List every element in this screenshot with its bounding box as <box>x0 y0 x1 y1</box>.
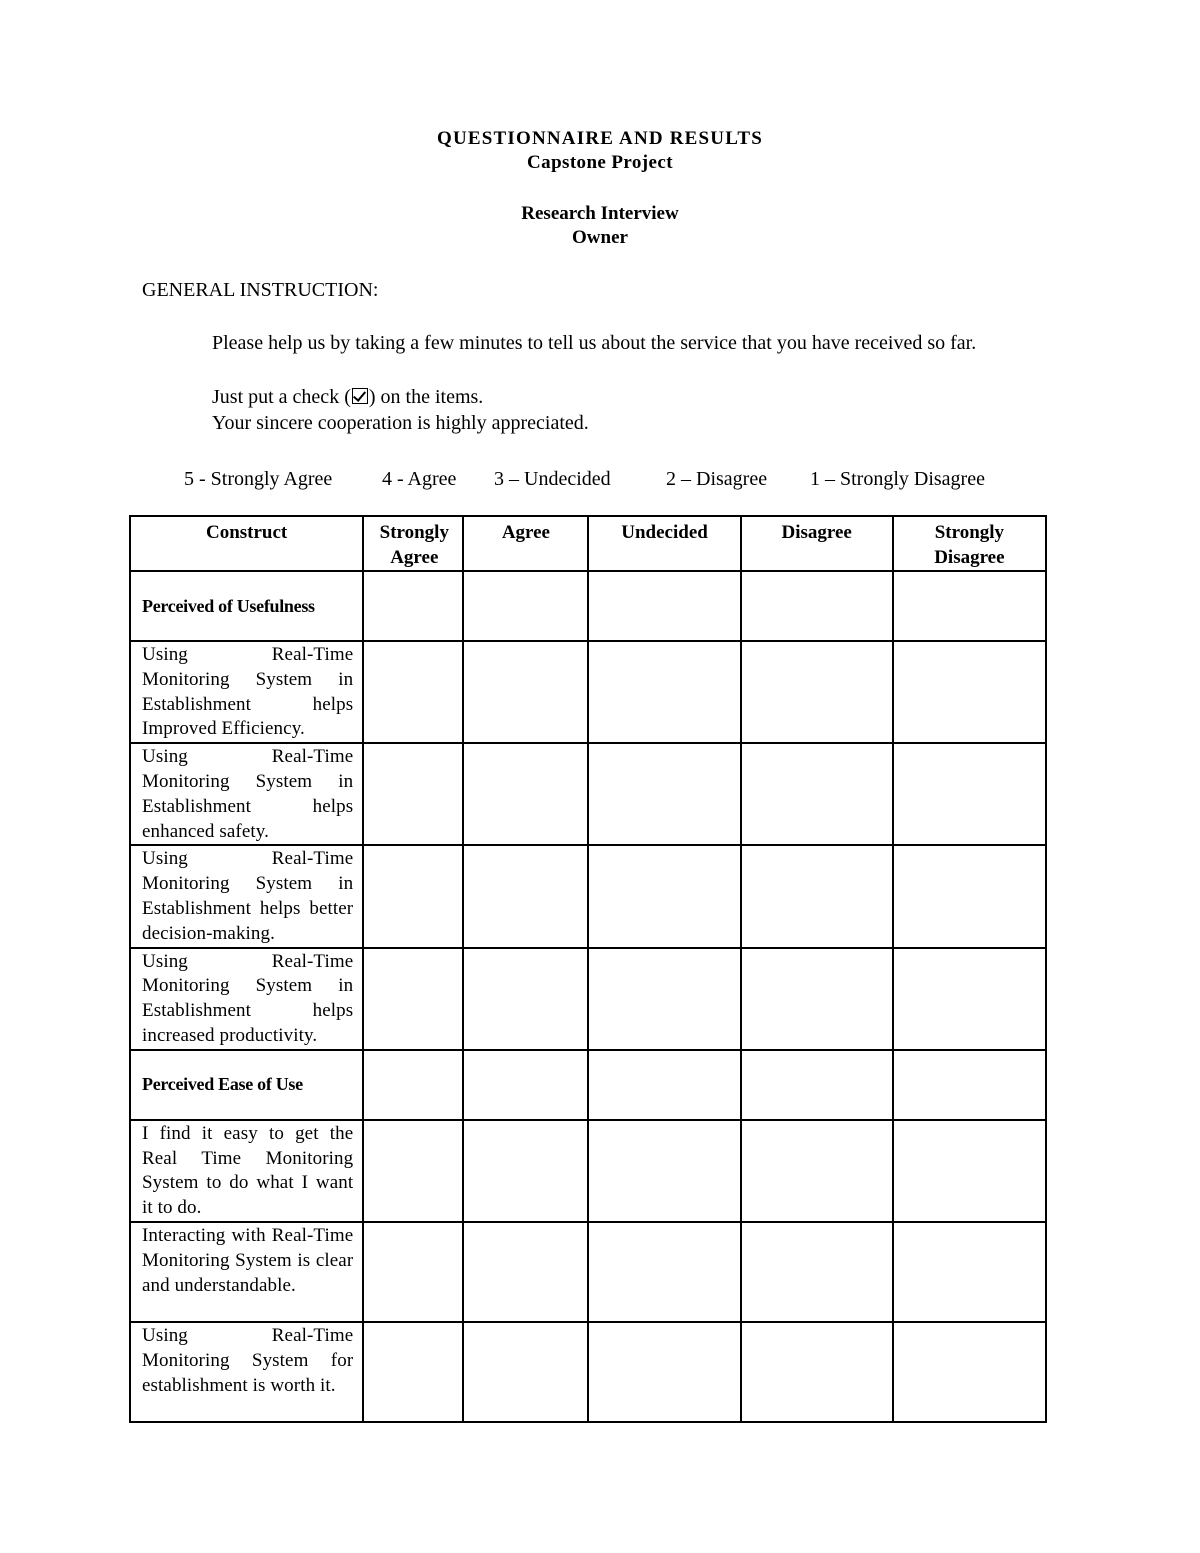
table-row <box>130 1222 1046 1322</box>
response-cell-undecided[interactable] <box>588 1222 740 1322</box>
instruction-paragraph-3: Your sincere cooperation is highly appreciated. <box>212 412 589 434</box>
header-strongly-agree: Strongly Agree <box>363 516 463 571</box>
response-cell-agree[interactable] <box>463 948 588 1050</box>
table-row <box>130 845 1046 947</box>
response-cell-disagree[interactable] <box>741 948 893 1050</box>
section-empty-cell <box>463 1050 588 1120</box>
response-cell-agree[interactable] <box>463 845 588 947</box>
scale-3-label: 3 – Undecided <box>494 468 611 490</box>
instruction-paragraph-1: Please help us by taking a few minutes to tell us about the service that you have received so far. <box>212 332 977 354</box>
response-cell-disagree[interactable] <box>741 743 893 845</box>
header-disagree: Disagree <box>741 516 893 571</box>
scale-4-label: 4 - Agree <box>382 468 457 490</box>
instruction-heading: GENERAL INSTRUCTION: <box>142 279 379 301</box>
response-cell-strongly-agree[interactable] <box>363 641 463 743</box>
section-row <box>130 1050 1046 1120</box>
construct-statement: Using Real-Time Monitoring System in Establishment helps enhanced safety. <box>130 743 363 845</box>
response-cell-strongly-disagree[interactable] <box>893 641 1046 743</box>
response-cell-strongly-disagree[interactable] <box>893 1222 1046 1322</box>
table-row <box>130 743 1046 845</box>
construct-statement: Interacting with Real-Time Monitoring System is clear and understandable. <box>130 1222 363 1322</box>
response-cell-strongly-disagree[interactable] <box>893 1120 1046 1222</box>
section-empty-cell <box>363 571 463 641</box>
response-cell-strongly-agree[interactable] <box>363 948 463 1050</box>
interview-title: Research Interview <box>521 203 679 224</box>
construct-statement: Using Real-Time Monitoring System in Establishment helps Improved Efficiency. <box>130 641 363 743</box>
response-cell-agree[interactable] <box>463 641 588 743</box>
response-cell-agree[interactable] <box>463 1222 588 1322</box>
section-row <box>130 571 1046 641</box>
response-cell-disagree[interactable] <box>741 845 893 947</box>
instruction-check-text-before: Just put a check ( <box>212 386 351 408</box>
respondent-label: Owner <box>572 227 628 248</box>
construct-statement: Using Real-Time Monitoring System in Establishment helps increased productivity. <box>130 948 363 1050</box>
instruction-check-text-after: ) on the items. <box>368 386 484 408</box>
scale-2-label: 2 – Disagree <box>666 468 768 490</box>
section-empty-cell <box>893 1050 1046 1120</box>
construct-statement: Using Real-Time Monitoring System for establishment is worth it. <box>130 1322 363 1422</box>
response-cell-agree[interactable] <box>463 1120 588 1222</box>
document-title: QUESTIONNAIRE AND RESULTS <box>436 128 763 149</box>
response-cell-strongly-disagree[interactable] <box>893 948 1046 1050</box>
instruction-paragraph-2 <box>212 384 1048 410</box>
construct-statement: I find it easy to get the Real Time Monitoring System to do what I want it to do. <box>130 1120 363 1222</box>
response-cell-strongly-disagree[interactable] <box>893 1322 1046 1422</box>
survey-table <box>129 515 1047 1423</box>
table-row <box>130 1120 1046 1222</box>
response-cell-disagree[interactable] <box>741 1222 893 1322</box>
section-title: Perceived Ease of Use <box>130 1050 363 1120</box>
header-agree: Agree <box>463 516 588 571</box>
rating-scale-legend <box>184 466 985 492</box>
response-cell-strongly-agree[interactable] <box>363 743 463 845</box>
response-cell-undecided[interactable] <box>588 1322 740 1422</box>
response-cell-strongly-disagree[interactable] <box>893 845 1046 947</box>
response-cell-undecided[interactable] <box>588 743 740 845</box>
table-row <box>130 948 1046 1050</box>
section-empty-cell <box>463 571 588 641</box>
table-header-row <box>130 516 1046 571</box>
section-empty-cell <box>893 571 1046 641</box>
header-undecided: Undecided <box>588 516 740 571</box>
construct-statement: Using Real-Time Monitoring System in Establishment helps better decision-making. <box>130 845 363 947</box>
response-cell-agree[interactable] <box>463 1322 588 1422</box>
header-construct: Construct <box>130 516 363 571</box>
response-cell-undecided[interactable] <box>588 845 740 947</box>
response-cell-strongly-agree[interactable] <box>363 1222 463 1322</box>
response-cell-undecided[interactable] <box>588 1120 740 1222</box>
response-cell-strongly-disagree[interactable] <box>893 743 1046 845</box>
response-cell-disagree[interactable] <box>741 1322 893 1422</box>
section-empty-cell <box>741 1050 893 1120</box>
section-empty-cell <box>741 571 893 641</box>
response-cell-undecided[interactable] <box>588 948 740 1050</box>
checkbox-checked-icon <box>352 388 368 404</box>
response-cell-strongly-agree[interactable] <box>363 1120 463 1222</box>
response-cell-undecided[interactable] <box>588 641 740 743</box>
header-strongly-disagree: Strongly Disagree <box>893 516 1046 571</box>
survey-body <box>130 571 1046 1422</box>
response-cell-disagree[interactable] <box>741 1120 893 1222</box>
table-row <box>130 1322 1046 1422</box>
section-empty-cell <box>588 1050 740 1120</box>
response-cell-agree[interactable] <box>463 743 588 845</box>
response-cell-strongly-agree[interactable] <box>363 1322 463 1422</box>
scale-5-label: 5 - Strongly Agree <box>184 468 333 490</box>
section-empty-cell <box>363 1050 463 1120</box>
section-title: Perceived of Usefulness <box>130 571 363 641</box>
scale-1-label: 1 – Strongly Disagree <box>810 468 985 490</box>
section-empty-cell <box>588 571 740 641</box>
document-subtitle: Capstone Project <box>527 152 673 173</box>
table-row <box>130 641 1046 743</box>
response-cell-strongly-agree[interactable] <box>363 845 463 947</box>
response-cell-disagree[interactable] <box>741 641 893 743</box>
